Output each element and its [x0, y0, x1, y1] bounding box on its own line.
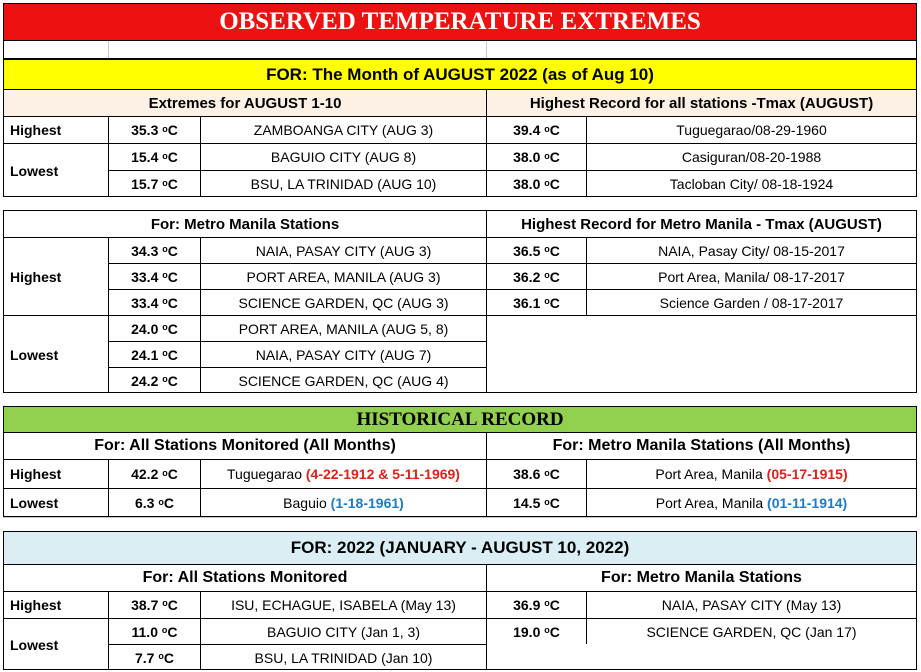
temp-value: 11.0 $^o$ C	[131, 623, 178, 640]
historical-highest-label: Highest	[10, 466, 62, 482]
station-cell: NAIA, Pasay City/ 08-15-2017	[658, 242, 845, 259]
station-cell: Tacloban City/ 08-18-1924	[669, 176, 834, 192]
spacer-divider	[108, 41, 109, 58]
temp-value: 42.2 $^o$ C	[131, 466, 178, 482]
station-cell: ISU, ECHAGUE, ISABELA (May 13)	[231, 596, 456, 613]
month-right-header: Highest Record for all stations -Tmax (AUGUST)	[487, 90, 916, 116]
temp-value: 34.3 $^o$ C	[131, 242, 178, 259]
month-highest-label: Highest	[10, 122, 62, 138]
station-cell: NAIA, PASAY CITY (AUG 3)	[255, 242, 432, 259]
spacer-divider	[486, 41, 487, 58]
temp-value: 6.3 $^o$ C	[135, 495, 174, 511]
temp-value: 15.7 $^o$ C	[131, 176, 178, 192]
station-cell: Baguio (1-18-1961)	[283, 495, 404, 511]
metro-highest-label: Highest	[10, 268, 62, 285]
station-cell: Port Area, Manila (01-11-1914)	[655, 495, 848, 511]
historical-left-header: For: All Stations Monitored (All Months)	[94, 437, 396, 454]
station-cell: Tuguegarao (4-22-1912 & 5-11-1969)	[227, 466, 460, 482]
station-cell: SCIENCE GARDEN, QC (AUG 4)	[238, 372, 449, 389]
station-cell: Port Area, Manila/ 08-17-2017	[658, 268, 845, 285]
station-cell: PORT AREA, MANILA (AUG 5, 8)	[238, 320, 449, 337]
station-cell: SCIENCE GARDEN, QC (Jan 17)	[646, 623, 857, 640]
historical-heading: HISTORICAL RECORD	[3, 406, 917, 433]
temp-value: 7.7 $^o$ C	[135, 649, 174, 666]
temp-value: 14.5 $^o$ C	[513, 495, 560, 511]
station-cell: Port Area, Manila (05-17-1915)	[655, 466, 848, 482]
station-cell: ZAMBOANGA CITY (AUG 3)	[253, 122, 434, 138]
station-cell: NAIA, PASAY CITY (May 13)	[661, 596, 842, 613]
temp-value: 24.1 $^o$ C	[131, 346, 178, 363]
station-cell: BAGUIO CITY (AUG 8)	[270, 149, 417, 165]
station-cell: Tuguegarao/08-29-1960	[676, 122, 827, 138]
station-cell: BAGUIO CITY (Jan 1, 3)	[266, 623, 420, 640]
month-lowest-label: Lowest	[10, 162, 59, 179]
historical-lowest-label: Lowest	[10, 495, 59, 511]
station-cell: BSU, LA TRINIDAD (AUG 10)	[250, 176, 437, 192]
temp-value: 38.0 $^o$ C	[513, 149, 560, 165]
page-title	[3, 3, 917, 41]
temp-value: 38.0 $^o$ C	[513, 176, 560, 192]
temp-value: 39.4 $^o$ C	[513, 122, 560, 138]
month-heading: FOR: The Month of AUGUST 2022 (as of Aug 10)	[3, 59, 917, 90]
spacer-row	[3, 41, 917, 59]
temp-value: 36.2 $^o$ C	[513, 268, 560, 285]
station-cell: BSU, LA TRINIDAD (Jan 10)	[254, 649, 433, 666]
temp-value: 36.9 $^o$ C	[513, 596, 560, 613]
temp-value: 15.4 $^o$ C	[131, 149, 178, 165]
page-title-text: OBSERVED TEMPERATURE EXTREMES	[219, 8, 701, 35]
historical-right-header: For: Metro Manila Stations (All Months)	[552, 437, 851, 454]
temp-value: 38.7 $^o$ C	[131, 596, 178, 613]
temp-value: 33.4 $^o$ C	[131, 294, 178, 311]
temp-value: 38.6 $^o$ C	[513, 466, 560, 482]
temp-value: 24.0 $^o$ C	[131, 320, 178, 337]
temp-value: 19.0 $^o$ C	[513, 623, 560, 640]
metro-right-header: Highest Record for Metro Manila - Tmax (AUGUST)	[521, 215, 882, 233]
temp-value: 36.5 $^o$ C	[513, 242, 560, 259]
metro-lowest-label: Lowest	[10, 346, 59, 363]
station-cell: Casiguran/08-20-1988	[681, 149, 822, 165]
metro-left-header: For: Metro Manila Stations	[150, 215, 340, 233]
temp-value: 33.4 $^o$ C	[131, 268, 178, 285]
station-cell: Science Garden / 08-17-2017	[659, 294, 844, 311]
temp-value: 24.2 $^o$ C	[131, 372, 178, 389]
month-left-header: Extremes for AUGUST 1-10	[4, 90, 486, 116]
station-cell: PORT AREA, MANILA (AUG 3)	[246, 268, 441, 285]
year-right-header: For: Metro Manila Stations	[601, 569, 802, 586]
year-highest-label: Highest	[10, 597, 62, 613]
year-heading: FOR: 2022 (JANUARY - AUGUST 10, 2022)	[3, 531, 917, 565]
temp-value: 36.1 $^o$ C	[513, 294, 560, 311]
year-left-header: For: All Stations Monitored	[142, 569, 348, 586]
temp-value: 35.3 $^o$ C	[131, 122, 178, 138]
station-cell: SCIENCE GARDEN, QC (AUG 3)	[238, 294, 449, 311]
station-cell: NAIA, PASAY CITY (AUG 7)	[255, 346, 432, 363]
year-lowest-label: Lowest	[10, 636, 59, 653]
